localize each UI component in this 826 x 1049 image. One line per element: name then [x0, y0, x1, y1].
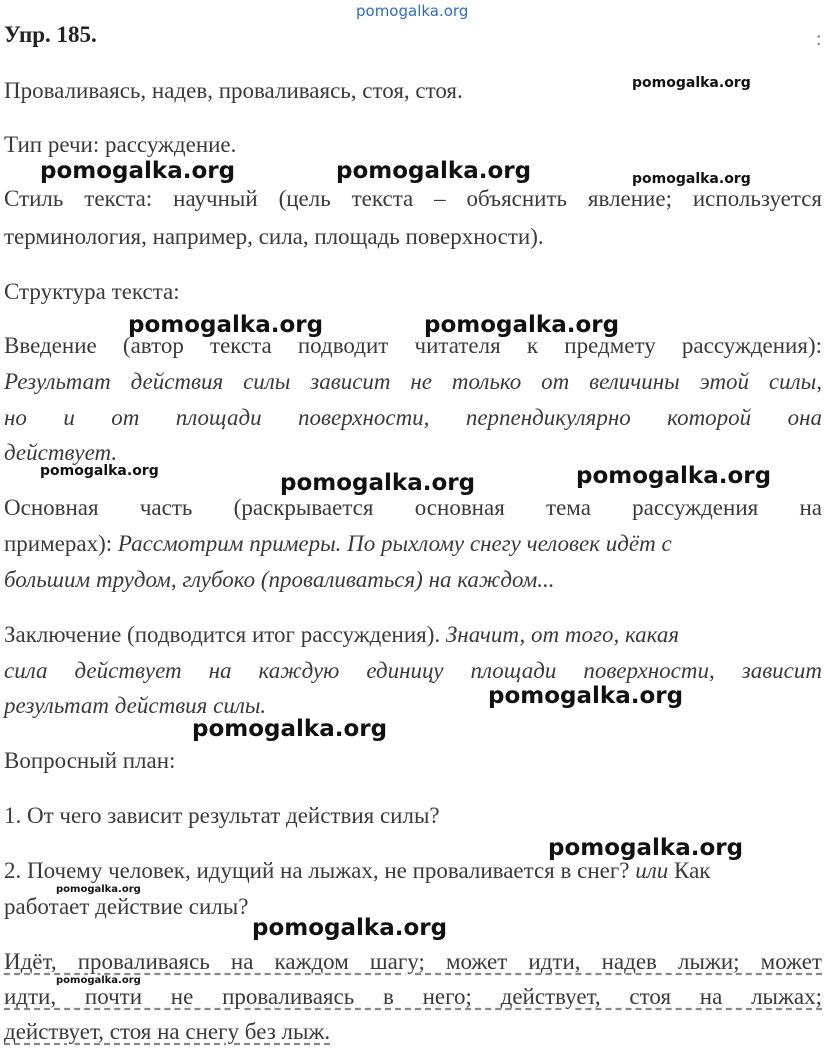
watermark: pomogalka.org: [632, 171, 751, 187]
text-line-7: Результат действия силы зависит не только от величины этой силы,: [4, 369, 822, 394]
text-line-18-end: Как: [668, 858, 711, 883]
watermark: pomogalka.org: [424, 312, 620, 338]
watermark: pomogalka.org: [488, 683, 684, 709]
text-line-19: работает действие силы?: [4, 894, 249, 919]
watermark: pomogalka.org: [192, 716, 388, 742]
text-line-13: [4, 622, 822, 648]
text-line-13-italic: Значит, от того, какая: [445, 622, 680, 647]
site-watermark-top: pomogalka.org: [356, 2, 469, 20]
text-line-4: терминология, например, сила, площадь поверхности).: [4, 224, 544, 249]
text-line-10: Основная часть (раскрывается основная тема рассуждения на: [4, 495, 822, 520]
text-line-11-start: примерах):: [4, 531, 118, 556]
exercise-title: Упр. 185.: [4, 22, 97, 47]
text-line-5: Структура текста:: [4, 279, 180, 304]
watermark: pomogalka.org: [632, 75, 751, 91]
watermark: pomogalka.org: [252, 915, 448, 941]
text-line-3: Стиль текста: научный (цель текста – объяснить явление; используется: [4, 186, 822, 211]
text-line-22: действует, стоя на снегу без лыж.: [4, 1019, 331, 1044]
watermark: pomogalka.org: [56, 884, 141, 895]
text-line-9: действует.: [4, 440, 118, 465]
text-line-18: [4, 858, 822, 884]
margin-mark: :: [816, 28, 822, 50]
text-line-15: результат действия силы.: [4, 693, 267, 718]
text-line-2: Тип речи: рассуждение.: [4, 132, 237, 157]
text-line-11: [4, 531, 822, 557]
watermark: pomogalka.org: [280, 470, 476, 496]
text-line-8: но и от площади поверхности, перпендикулярно которой она: [4, 405, 822, 430]
watermark: pomogalka.org: [548, 835, 744, 861]
text-line-21: идти, почти не проваливаясь в него; действует, стоя на лыжах;: [4, 984, 822, 1009]
watermark: pomogalka.org: [576, 463, 772, 489]
text-line-6: Введение (автор текста подводит читателя к предмету рассуждения):: [4, 333, 822, 358]
watermark: pomogalka.org: [56, 975, 141, 986]
text-line-18-italic: или: [635, 858, 669, 883]
text-line-14: сила действует на каждую единицу площади поверхности, зависит: [4, 658, 822, 683]
watermark: pomogalka.org: [40, 463, 159, 479]
text-line-20: Идёт, проваливаясь на каждом шагу; может идти, надев лыжи; может: [4, 949, 822, 974]
text-line-11-italic: Рассмотрим примеры. По рыхлому снегу человек идёт с: [117, 531, 672, 556]
watermark: pomogalka.org: [336, 158, 532, 184]
text-line-17: 1. От чего зависит результат действия силы?: [4, 803, 440, 828]
text-line-1: Проваливаясь, надев, проваливаясь, стоя, стоя.: [4, 78, 463, 103]
watermark: pomogalka.org: [40, 158, 236, 184]
text-line-12: большим трудом, глубоко (проваливаться) на каждом...: [4, 567, 555, 592]
text-line-13-start: Заключение (подводится итог рассуждения).: [4, 622, 446, 647]
text-line-18-start: 2. Почему человек, идущий на лыжах, не проваливается в снег?: [4, 858, 636, 883]
watermark: pomogalka.org: [128, 312, 324, 338]
text-line-16: Вопросный план:: [4, 748, 176, 773]
